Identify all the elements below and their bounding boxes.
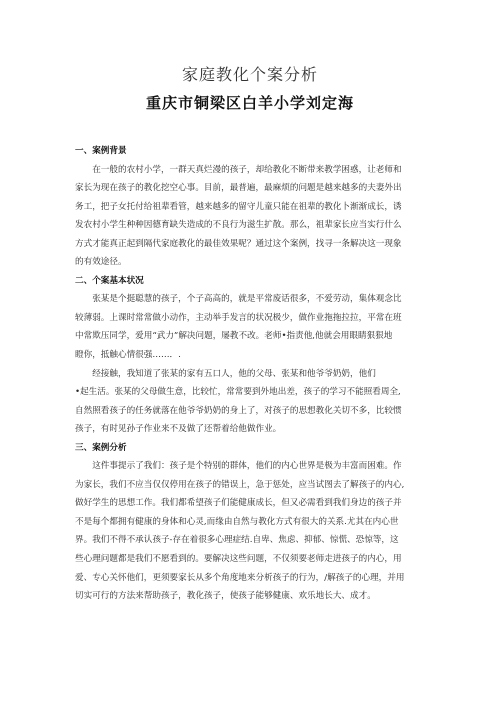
paragraph-line: 这件事提示了我们：孩子是个特别的群体，他们的内心世界是极为丰富而困难。作 bbox=[92, 461, 402, 472]
paragraph-line: 做好学生的思想工作。我们都希望孩子们能健康成长，但又必需看到我们身边的孩子并 bbox=[75, 498, 402, 509]
paragraph-line: •起生活。张某的父母做生意，比较忙，常常要到外地出差，孩子的学习不能照看周全, bbox=[75, 387, 401, 398]
section-heading-background: 一、案例背景 bbox=[75, 146, 127, 156]
paragraph-line: 不是每个都拥有健康的身体和心灵,而缘由自然与教化方式有很大的关系.尤其在内心世 bbox=[75, 516, 399, 527]
section-heading-case-status: 二、个案基本状况 bbox=[75, 275, 144, 286]
paragraph-line: 务工，把子女托付给祖辈看管，越来越多的留守儿童只能在祖辈的教化卜渐渐成长，诱 bbox=[75, 201, 402, 212]
paragraph-line: 家长为现在孩子的教化挖空心事。目前，最普遍，最麻烦的问题是越来越多的夫妻外出 bbox=[75, 183, 402, 194]
paragraph-line: 瞪你，抵触心情很强……．. bbox=[75, 350, 181, 361]
paragraph-line: 经接触，我知道了张某的家有五口人，他的父母、张某和他爷爷奶奶，他们 bbox=[92, 368, 376, 379]
section-heading-case-analysis: 三、案例分析 bbox=[75, 442, 127, 453]
paragraph-line: 为家长，我们不应当仅仅停用在孩子的错误上，急于惩处，应当试图去了解孩子的内心, bbox=[75, 479, 405, 490]
paragraph-line: 方式才能真正起到隔代家庭教化的最佳效果呢？通过这个案例，找寻一条解决这一现象 bbox=[75, 238, 402, 249]
paragraph-line: 切实可行的方法来帮助孩子，教化孩子，使孩子能够健康、欢乐地长大、成才。 bbox=[75, 591, 376, 602]
paragraph-line: 较薄弱。上课时常常做小动作，主动举手发言的状况极少，做作业拖拖拉拉，平常在班 bbox=[75, 312, 402, 323]
paragraph-line: 自然照看孩子的任务就落在他爷爷奶奶的身上了，对孩子的思想教化关切不多，比较惯 bbox=[75, 405, 402, 416]
paragraph-line: 孩子，有时见孙子作业来不及做了还帮着给他做作业。 bbox=[75, 424, 282, 435]
paragraph-line: 在一般的农村小学，一群天真烂漫的孩子，却给教化不断带来教学困惑，让老师和 bbox=[92, 164, 402, 175]
paragraph-line: 爱、专心关怀他们，更须要家长从多个角度地来分析孩子的行为，/解孩子的心理，并用 bbox=[75, 572, 405, 583]
document-title: 家庭教化个案分析 bbox=[181, 65, 318, 84]
paragraph-line: 界。我们不得不承认孩子-存在着很多心理症结.自卑、焦虑、抑郁、惊慌、恐惊等，这 bbox=[75, 535, 399, 546]
paragraph-line: 的有效途径。 bbox=[75, 257, 127, 268]
paragraph-line: 发农村小学生种种因德育缺失造成的不良行为滋生扩散。那么，祖辈家长应当实行什么 bbox=[75, 220, 402, 231]
paragraph-line: 张某是个挺聪慧的孩子，个子高高的，就是平常废话很多，不爱劳动，集体观念比 bbox=[92, 294, 402, 305]
paragraph-line: 些心理问题都是我们不愿看到的。要解决这些问题，不仅须要老师走进孩子的内心，用 bbox=[75, 554, 402, 565]
document-body bbox=[75, 142, 425, 606]
document-subtitle: 重庆市铜梁区白羊小学刘定海 bbox=[145, 94, 354, 112]
paragraph-line: 中常欺压同学，爱用“武力”解决问题，屡教不改。老师•指责他,他就会用眼睛狠狠地 bbox=[75, 331, 393, 342]
